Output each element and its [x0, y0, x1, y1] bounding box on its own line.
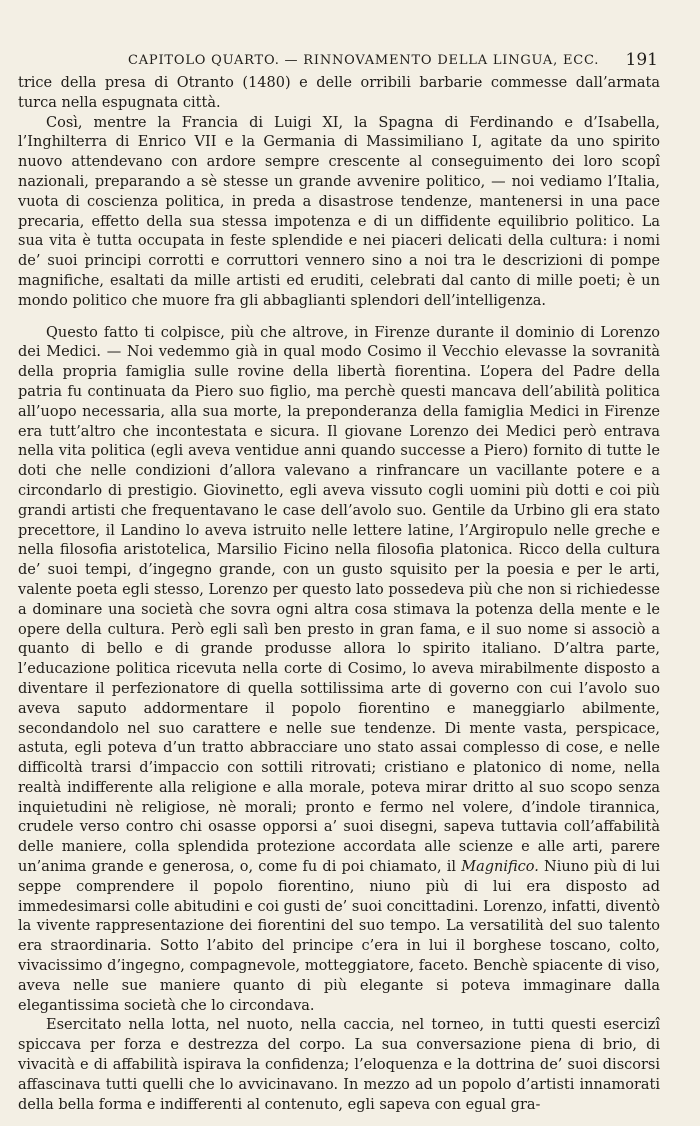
page-number: 191: [625, 50, 658, 70]
book-page: [18, 52, 660, 1112]
paragraph-lorenzo-medici: [18, 324, 660, 1017]
paragraph-continuation: trice della presa di Otranto (1480) e delle orribili barbarie commesse dall’armata turca nella espugnata città.: [18, 75, 660, 111]
body-text: [18, 74, 660, 1115]
magnifico-italic: Magnifico.: [461, 859, 539, 876]
paragraph-lorenzo-virtues: Esercitato nella lotta, nel nuoto, nella caccia, nel torneo, in tutti questi esercizî spiccava per forza e destrezza del corpo. La sua conversazione piena di brio, di vivacità e di affabilità ispirava la confidenza; l’eloquenza e la dottrina de’ suoi discorsi affascinava tutti quelli che lo avvicinavano. In mezzo ad un popolo d’artisti innamorati della bella forma e indifferenti al contenuto, egli sapeva con egual gra-: [18, 1017, 660, 1113]
paragraph-lorenzo-text-a: Questo fatto ti colpisce, più che altrove, in Firenze durante il dominio di Lorenzo dei Medici. — Noi vedemmo già in qual modo Cosimo il Vecchio elevasse la sovranità della propria famiglia sulle rovine della libertà fiorentina. L’opera del Padre della patria fu continuata da Piero suo figlio, ma perchè questi mancava dell’abilità politica all’uopo necessaria, alla sua morte, la preponderanza della famiglia Medici in Firenze era tutt’altro che incontestata e sicura. Il giovane Lorenzo dei Medici però entrava nella vita politica (egli aveva ventidue anni quando successe a Piero) fornito di tutte le doti che nelle condizioni d’allora valevano a rinfrancare un vacillante potere e a circondarlo di prestigio. Giovinetto, egli aveva vissuto cogli uomini più dotti e coi più grandi artisti che frequentavano le case dell’avolo suo. Gentile da Urbino gli era stato precettore, il Landino lo aveva istruito nelle lettere latine, l’Argiropulo nelle greche e nella filosofia aristotelica, Marsilio Ficino nella filosofia platonica. Ricco della cultura de’ suoi tempi, d’ingegno grande, con un gusto squisito per la poesia e per le arti, valente poeta egli stesso, Lorenzo per questo lato possedeva più che non si richiedesse a dominare una società che sovra ogni altra cosa stimava la potenza della mente e le opere della cultura. Però egli salì ben presto in gran fama, e il suo nome si associò a quanto di bello e di grande produsse allora lo spirito italiano. D’altra parte, l’educazione politica ricevuta nella corte di Cosimo, lo aveva mirabilmente disposto a diventare il perfezionatore di quella sottilissima arte di governo con cui l’avolo suo aveva saputo addormentare il popolo fiorentino e maneggiarlo abilmente, secondandolo nel suo carattere e nelle sue tendenze. Di mente vasta, perspicace, astuta, egli poteva d’un tratto abbracciare uno stato assai complesso di cose, e nelle difficoltà trarsi d’impaccio con sottili ritrovati; cristiano e platonico di nome, nella realtà indifferente alla religione e alla morale, poteva mirar dritto al suo scopo senza inquietudini nè religiose, nè morali; pronto e fermo nel volere, d’indole tirannica, crudele verso contro chi osasse opporsi a’ suoi disegni, sapeva tuttavia coll’affabilità delle maniere, colla splendida protezione accordata alle scienze e alle arti, parere un’anima grande e generosa, o, come fu di poi chiamato, il: [18, 324, 660, 876]
running-head: CAPITOLO QUARTO. — RINNOVAMENTO DELLA LINGUA, ECC.: [128, 53, 600, 68]
page-header: [18, 52, 660, 76]
paragraph-lorenzo-text-b: Niuno più di lui seppe comprendere il popolo fiorentino, niuno più di lui era disposto ad immedesimarsi colle abitudini e coi gusti de’ suoi concittadini. Lorenzo, infatti, diventò la vivente rappresentazione dei fiorentini del suo tempo. La versatilità del suo talento era straordinaria. Sotto l’abito del principe c’era in lui il borghese toscano, colto, vivacissimo d’ingegno, compagnevole, motteggiatore, faceto. Benchè spiacente di viso, aveva nelle sue maniere quanto di più elegante si poteva immaginare dalla elegantissima società che lo circondava.: [18, 859, 661, 1014]
paragraph-italy-politics: Così, mentre la Francia di Luigi XI, la Spagna di Ferdinando e d’Isabella, l’Inghilterra di Enrico VII e la Germania di Massimiliano I, agitate da uno spirito nuovo attendevano con ardore sempre crescente al conseguimento dei loro scopî nazionali, preparando a sè stesse un grande avvenire politico, — noi vediamo l’Italia, vuota di coscienza politica, in preda a disastrose tendenze, mantenersi in una pace precaria, effetto della sua stessa impotenza e di un diffidente equilibrio politico. La sua vita è tutta occupata in feste splendide e nei piaceri delicati della cultura: i nomi de’ suoi principi corrotti e corruttori vennero sino a noi tra le descrizioni di pompe magnifiche, esaltati da mille artisti ed eruditi, celebrati dal canto di mille poeti; è un mondo politico che muore fra gli abbaglianti splendori dell’intelligenza.: [18, 114, 660, 309]
